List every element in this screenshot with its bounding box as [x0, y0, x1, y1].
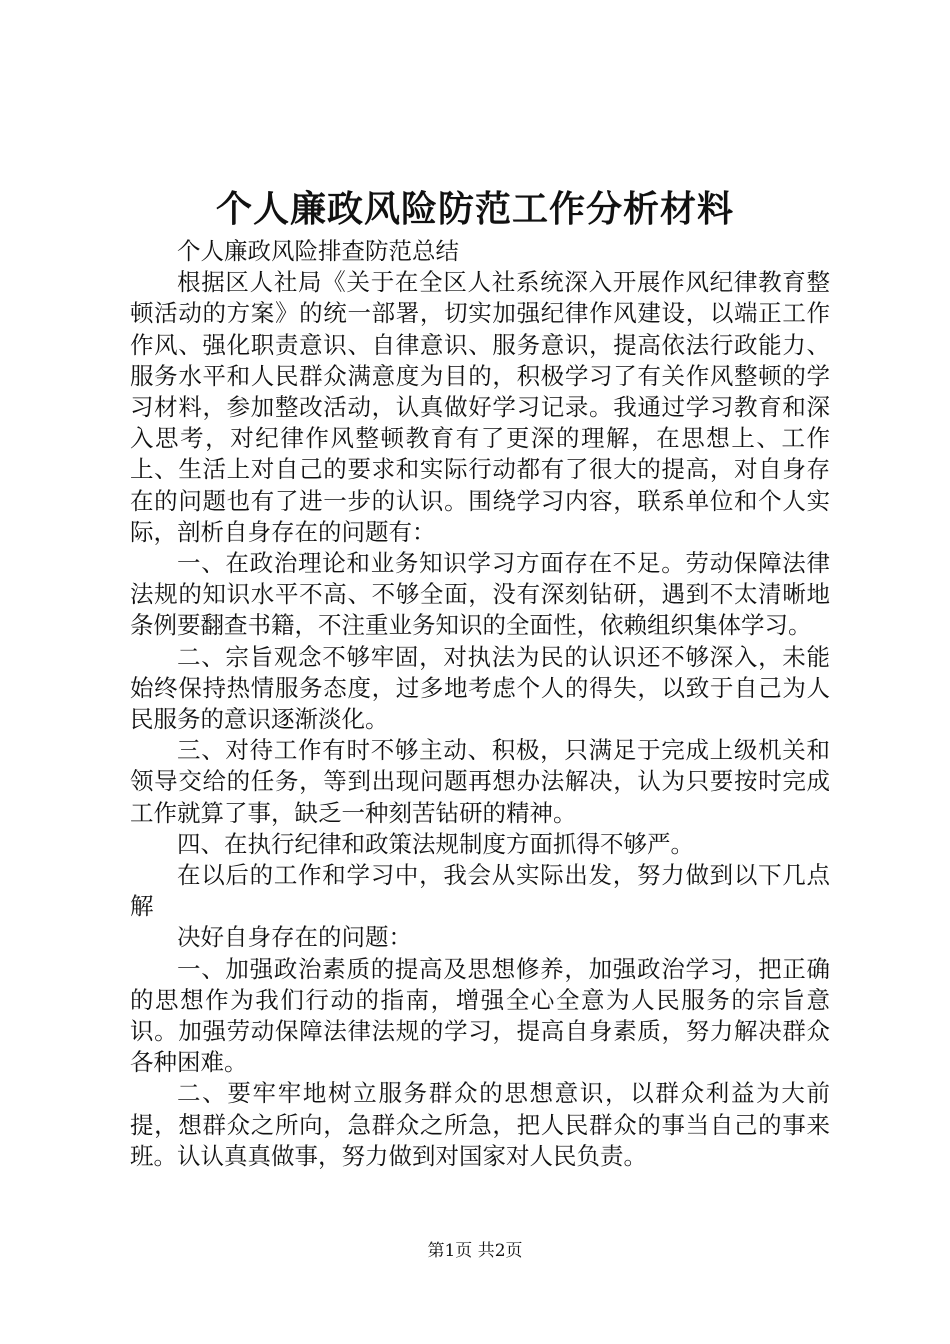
paragraph-subtitle: 个人廉政风险排查防范总结 — [177, 237, 459, 265]
document-body — [130, 236, 830, 1172]
document-title: 个人廉政风险防范工作分析材料 — [215, 188, 734, 230]
paragraph-issue-4: 四、在执行纪律和政策法规制度方面抓得不够严。 — [177, 829, 694, 858]
paragraph-intro: 根据区人社局《关于在全区人社系统深入开展作风纪律教育整顿活动的方案》的统一部署，切实加强纪律作风建设，以端正工作作风、强化职责意识、自律意识、服务意识，提高依法行政能力、服务水平和人民群众满意度为目的，积极学习了有关作风整顿的学习材料，参加整改活动，认真做好学习记录。我通过学习教育和深入思考，对纪律作风整顿教育有了更深的理解，在思想上、工作上、生活上对自己的要求和实际行动都有了很大的提高，对自身存在的问题也有了进一步的认识。围绕学习内容，联系单位和个人实际，剖析自身存在的问题有： — [130, 268, 830, 546]
paragraph-plan-intro: 在以后的工作和学习中，我会从实际出发，努力做到以下几点解 — [130, 861, 830, 921]
paragraph-issue-2: 二、宗旨观念不够牢固，对执法为民的认识还不够深入，未能始终保持热情服务态度，过多地考虑个人的得失，以致于自己为人民服务的意识逐渐淡化。 — [130, 642, 830, 734]
paragraph-issue-1: 一、在政治理论和业务知识学习方面存在不足。劳动保障法律法规的知识水平不高、不够全面，没有深刻钻研，遇到不太清晰地条例要翻查书籍，不注重业务知识的全面性，依赖组织集体学习。 — [130, 549, 830, 640]
paragraph-issue-3: 三、对待工作有时不够主动、积极，只满足于完成上级机关和领导交给的任务，等到出现问题再想办法解决，认为只要按时完成工作就算了事，缺乏一种刻苦钻研的精神。 — [130, 736, 830, 827]
paragraph-plan-intro-cont: 决好自身存在的问题： — [177, 923, 412, 952]
page-footer: 第1页 共2页 — [427, 1241, 523, 1261]
paragraph-plan-1: 一、加强政治素质的提高及思想修养，加强政治学习，把正确的思想作为我们行动的指南，增强全心全意为人民服务的宗旨意识。加强劳动保障法律法规的学习，提高自身素质，努力解决群众各种困难。 — [130, 954, 830, 1077]
paragraph-plan-2: 二、要牢牢地树立服务群众的思想意识，以群众利益为大前提，想群众之所向，急群众之所急，把人民群众的事当自己的事来班。认认真真做事，努力做到对国家对人民负责。 — [130, 1079, 830, 1170]
